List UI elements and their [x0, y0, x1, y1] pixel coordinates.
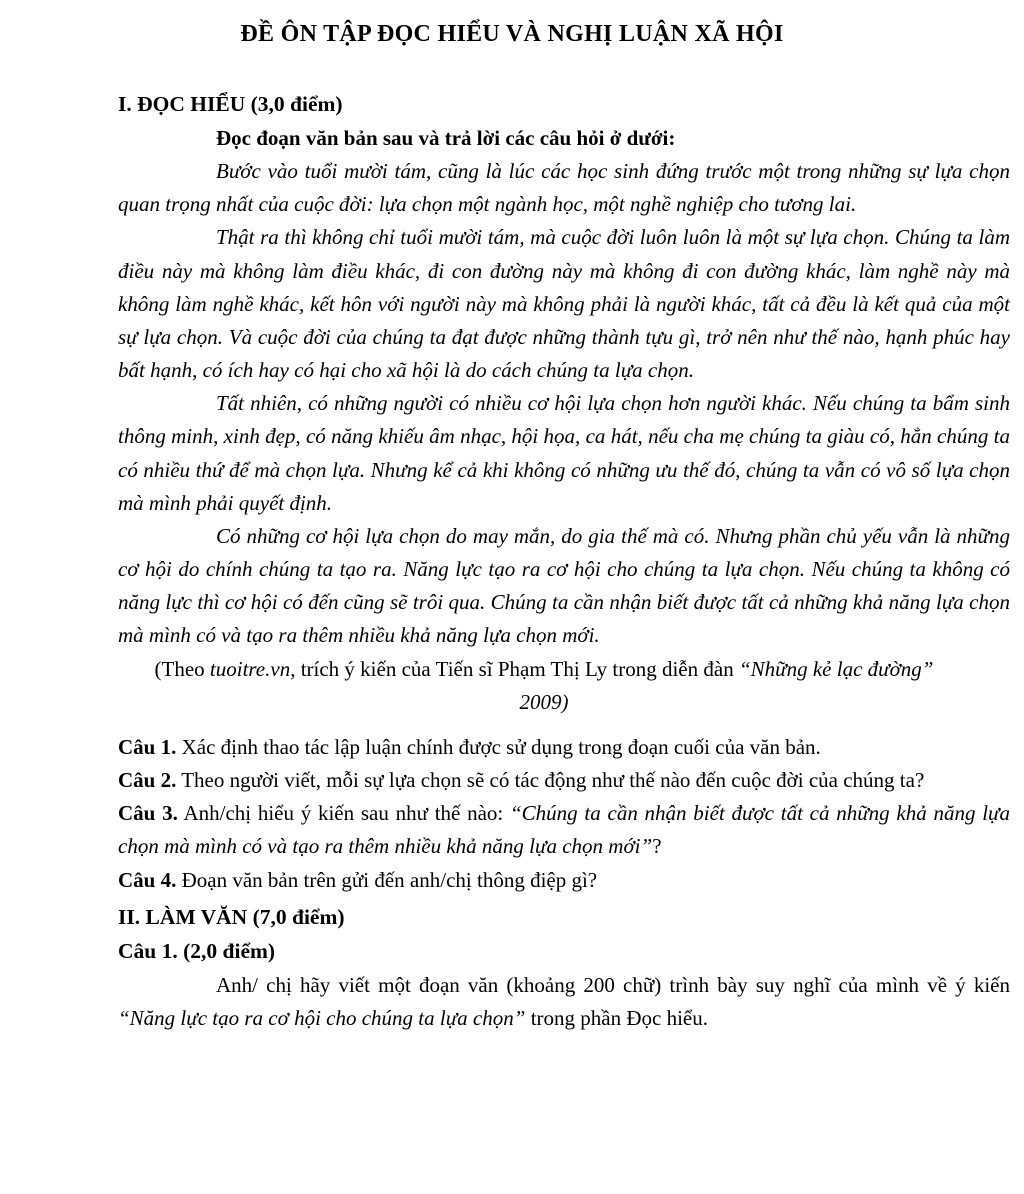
- passage-source: [78, 653, 1010, 686]
- source-prefix: (Theo: [154, 656, 210, 681]
- source-attribution: , trích ý kiến của Tiến sĩ Phạm Thị Ly trong diễn đàn: [290, 656, 739, 681]
- question-3-suffix: ?: [652, 834, 662, 859]
- essay-prompt-text: Anh/ chị hãy viết một đoạn văn (khoảng 200 chữ) trình bày suy nghĩ của mình về ý kiến: [216, 972, 1010, 997]
- section1-heading: I. ĐỌC HIỂU (3,0 điểm): [118, 91, 343, 116]
- document-title: ĐỀ ÔN TẬP ĐỌC HIỂU VÀ NGHỊ LUẬN XÃ HỘI: [240, 21, 784, 47]
- passage-paragraph-2: Thật ra thì không chỉ tuổi mười tám, mà cuộc đời luôn luôn là một sự lựa chọn. Chúng ta làm điều này mà không làm điều khác, đi con đường này mà không đi con đường khác, làm nghề này mà không làm nghề khác, kết hôn với người này mà không phải là người khác, tất cả đều là kết quả của một sự lựa chọn. Và cuộc đời của chúng ta đạt được những thành tựu gì, trở nên như thế nào, hạnh phúc hay bất hạnh, có ích hay có hại cho xã hội là do cách chúng ta lựa chọn.: [118, 225, 1010, 383]
- question-3-label: Câu 3.: [118, 801, 178, 826]
- essay-prompt-suffix: trong phần Đọc hiểu.: [525, 1005, 708, 1030]
- source-year: 2009): [519, 689, 569, 714]
- section2-question-heading: Câu 1. (2,0 điểm): [118, 938, 276, 963]
- question-2: [118, 764, 1010, 797]
- questions-list: [118, 731, 1010, 897]
- question-1: [118, 731, 1010, 764]
- question-2-text: Theo người viết, mỗi sự lựa chọn sẽ có tác động như thế nào đến cuộc đời của chúng ta?: [181, 768, 925, 793]
- question-3-text: Anh/chị hiểu ý kiến sau như thế nào:: [183, 801, 510, 826]
- question-1-text: Xác định thao tác lập luận chính được sử dụng trong đoạn cuối của văn bản.: [181, 734, 821, 759]
- question-1-label: Câu 1.: [118, 734, 177, 759]
- passage-paragraph-4: Có những cơ hội lựa chọn do may mắn, do gia thế mà có. Nhưng phần chủ yếu vẫn là những cơ hội do chính chúng ta tạo ra. Năng lực tạo ra cơ hội cho chúng ta lựa chọn. Nếu chúng ta không có năng lực thì cơ hội có đến cũng sẽ trôi qua. Chúng ta cần nhận biết được tất cả những khả năng lựa chọn mà mình có và tạo ra thêm nhiều khả năng lựa chọn mới.: [118, 523, 1010, 648]
- question-3: [118, 797, 1010, 863]
- question-3-quote: “Chúng ta cần nhận biết được tất cả những khả năng lựa chọn mà mình có và tạo ra thêm nhiều khả năng lựa chọn mới”: [118, 801, 1010, 859]
- question-4-text: Đoạn văn bản trên gửi đến anh/chị thông điệp gì?: [181, 867, 598, 892]
- passage-paragraph-1: Bước vào tuổi mười tám, cũng là lúc các học sinh đứng trước một trong những sự lựa chọn quan trọng nhất của cuộc đời: lựa chọn một ngành học, một nghề nghiệp cho tương lai.: [118, 159, 1010, 217]
- question-2-label: Câu 2.: [118, 768, 177, 793]
- question-4: [118, 864, 1010, 897]
- essay-prompt-quote: “Năng lực tạo ra cơ hội cho chúng ta lựa chọn”: [118, 1005, 526, 1030]
- source-forum-title: “Những kẻ lạc đường”: [738, 656, 934, 681]
- question-4-label: Câu 4.: [118, 867, 177, 892]
- source-site: tuoitre.vn: [209, 656, 291, 681]
- essay-prompt: [118, 969, 1010, 1035]
- passage-paragraph-3: Tất nhiên, có những người có nhiều cơ hội lựa chọn hơn người khác. Nếu chúng ta bẩm sinh thông minh, xinh đẹp, có năng khiếu âm nhạc, hội họa, ca hát, nếu cha mẹ chúng ta giàu có, hẳn chúng ta có nhiều thứ để mà chọn lựa. Nhưng kể cả khi không có những ưu thế đó, chúng ta vẫn có vô số lựa chọn mà mình phải quyết định.: [118, 391, 1010, 515]
- reading-instruction: Đọc đoạn văn bản sau và trả lời các câu hỏi ở dưới:: [216, 125, 676, 150]
- section2-heading: II. LÀM VĂN (7,0 điểm): [118, 904, 345, 929]
